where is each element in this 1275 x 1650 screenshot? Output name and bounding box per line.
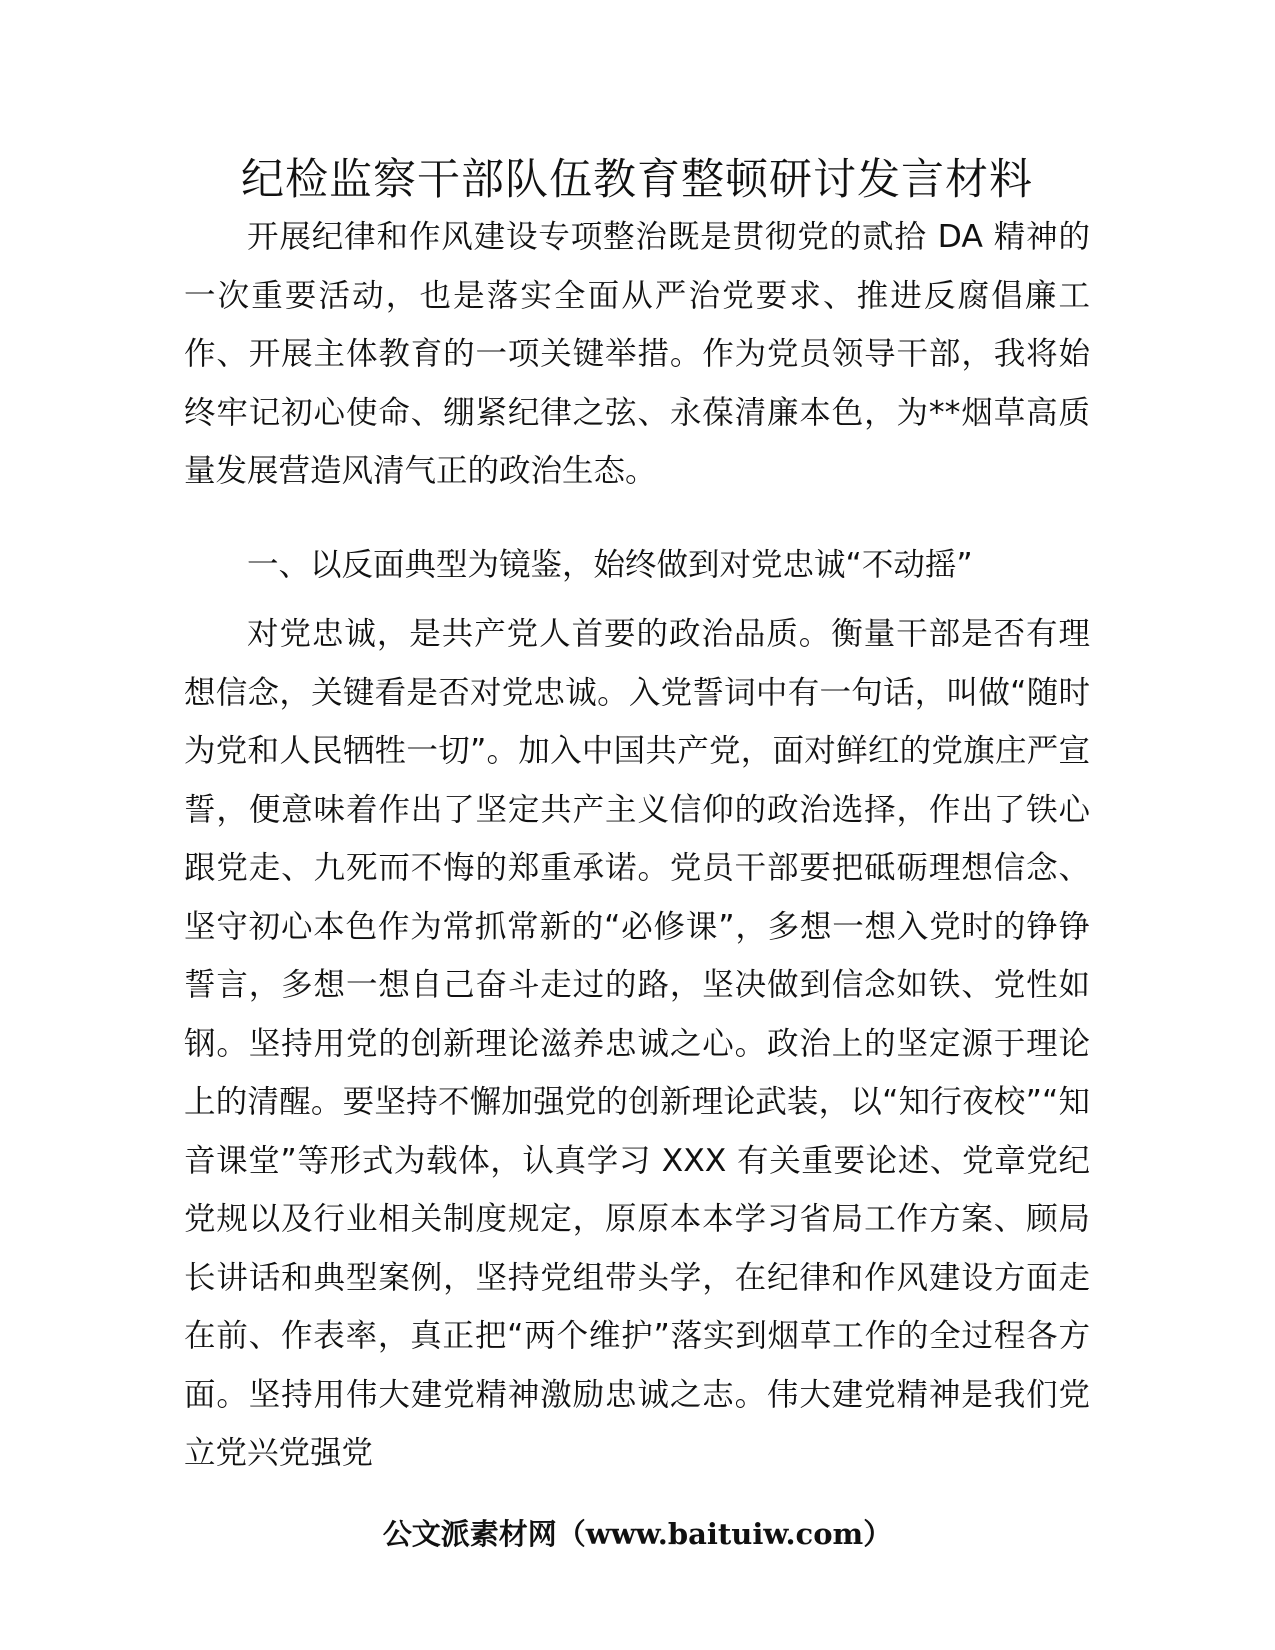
document-title: 纪检监察干部队伍教育整顿研讨发言材料 <box>241 155 1033 205</box>
section-heading-1: 一、以反面典型为镜鉴，始终做到对党忠诚“不动摇” <box>247 547 973 583</box>
paragraph-intro: 开展纪律和作风建设专项整治既是贯彻党的贰拾 DA 精神的一次重要活动，也是落实全面从严治党要求、推进反腐倡廉工作、开展主体教育的一项关键举措。作为党员领导干部，我将始终牢记初心使命、绷紧纪律之弦、永葆清廉本色，为**烟草高质量发展营造风清气正的政治生态。 <box>184 219 1090 489</box>
footer-watermark: 公文派素材网（www.baituiw.com） <box>382 1517 893 1551</box>
paragraph-body: 对党忠诚，是共产党人首要的政治品质。衡量干部是否有理想信念，关键看是否对党忠诚。入党誓词中有一句话，叫做“随时为党和人民牺牲一切”。加入中国共产党，面对鲜红的党旗庄严宣誓，便意味着作出了坚定共产主义信仰的政治选择，作出了铁心跟党走、九死而不悔的郑重承诺。党员干部要把砥砺理想信念、坚守初心本色作为常抓常新的“必修课”，多想一想入党时的铮铮誓言，多想一想自己奋斗走过的路，坚决做到信念如铁、党性如钢。坚持用党的创新理论滋养忠诚之心。政治上的坚定源于理论上的清醒。要坚持不懈加强党的创新理论武装，以“知行夜校”“知音课堂”等形式为载体，认真学习 XXX 有关重要论述、党章党纪党规以及行业相关制度规定，原原本本学习省局工作方案、顾局长讲话和典型案例，坚持党组带头学，在纪律和作风建设方面走在前、作表率，真正把“两个维护”落实到烟草工作的全过程各方面。坚持用伟大建党精神激励忠诚之志。伟大建党精神是我们党立党兴党强党 <box>184 616 1090 1471</box>
